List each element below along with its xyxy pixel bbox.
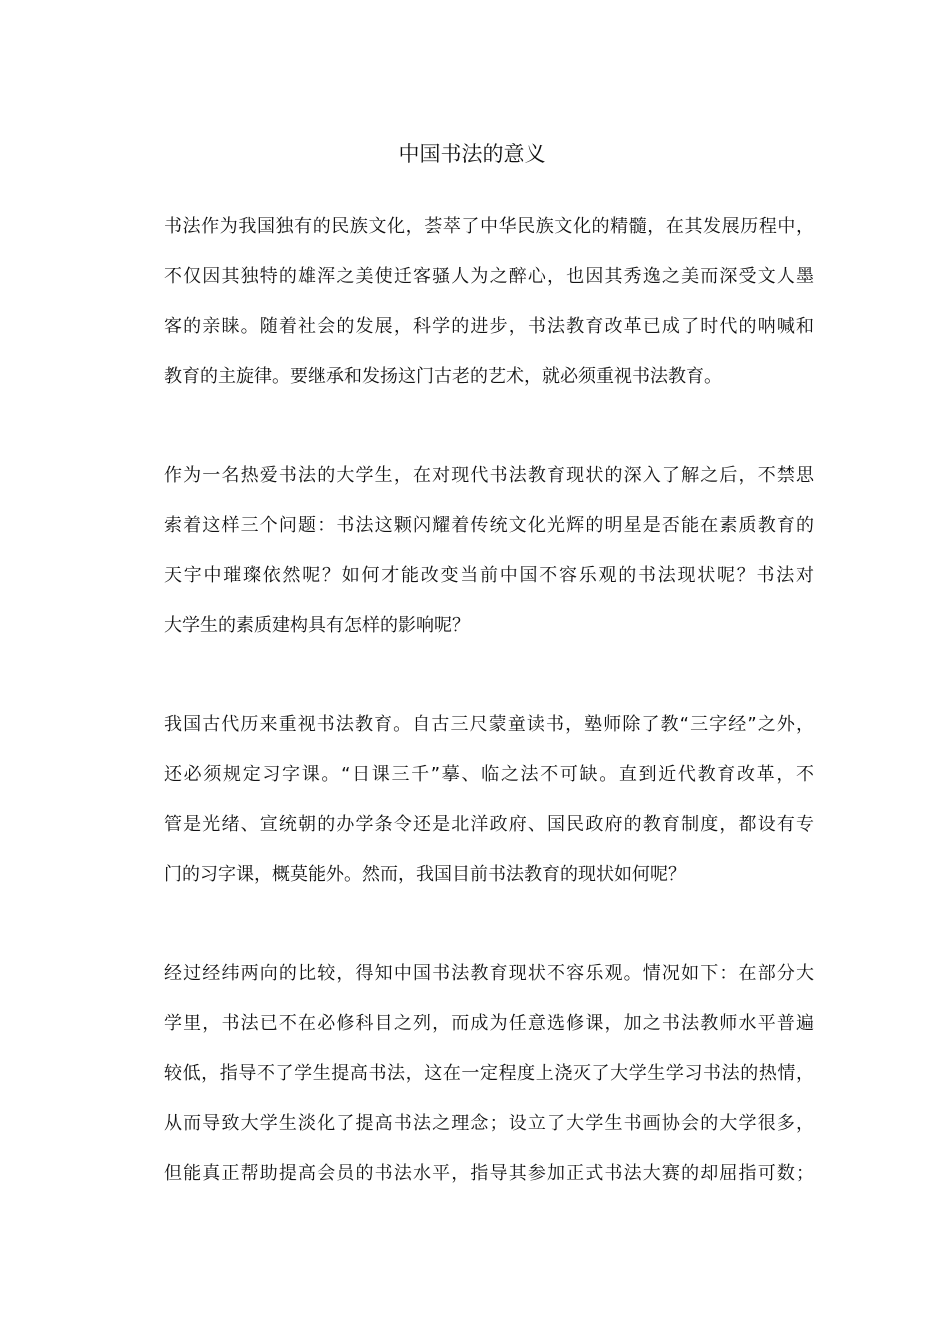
document-title: 中国书法的意义	[398, 142, 546, 166]
paragraph-line: 索着这样三个问题：书法这颗闪耀着传统文化光辉的明星是否能在素质教育的	[164, 515, 814, 536]
paragraph-line: 但能真正帮助提高会员的书法水平，指导其参加正式书法大赛的却屈指可数；	[164, 1163, 814, 1184]
paragraph-line: 教育的主旋律。要继承和发扬这门古老的艺术，就必须重视书法教育。	[164, 366, 722, 387]
paragraph-line: 较低，指导不了学生提高书法，这在一定程度上浇灭了大学生学习书法的热情，	[164, 1063, 814, 1084]
paragraph-line: 门的习字课，概莫能外。然而，我国目前书法教育的现状如何呢？	[164, 864, 686, 885]
paragraph-line: 作为一名热爱书法的大学生，在对现代书法教育现状的深入了解之后，不禁思	[164, 465, 814, 486]
paragraph-line: 经过经纬两向的比较，得知中国书法教育现状不容乐观。情况如下：在部分大	[164, 963, 814, 984]
paragraph-3	[164, 700, 814, 900]
paragraph-line: 天宇中璀璨依然呢？如何才能改变当前中国不容乐观的书法现状呢？书法对	[164, 565, 814, 586]
paragraph-line: 学里，书法已不在必修科目之列，而成为任意选修课，加之书法教师水平普遍	[164, 1013, 814, 1034]
paragraph-2	[164, 451, 814, 651]
paragraph-line: 还必须规定习字课。“日课三千”摹、临之法不可缺。直到近代教育改革，不	[164, 764, 814, 785]
paragraph-1	[164, 202, 814, 402]
paragraph-line: 我国古代历来重视书法教育。自古三尺蒙童读书，塾师除了教“三字经”之外，	[164, 714, 814, 735]
paragraph-line: 管是光绪、宣统朝的办学条令还是北洋政府、国民政府的教育制度，都设有专	[164, 814, 814, 835]
paragraph-line: 大学生的素质建构具有怎样的影响呢？	[164, 615, 470, 636]
paragraph-line: 书法作为我国独有的民族文化，荟萃了中华民族文化的精髓，在其发展历程中，	[164, 216, 814, 237]
paragraph-line: 客的亲睐。随着社会的发展，科学的进步，书法教育改革已成了时代的呐喊和	[164, 316, 814, 337]
paragraph-4	[164, 949, 814, 1199]
paragraph-line: 不仅因其独特的雄浑之美使迁客骚人为之醉心，也因其秀逸之美而深受文人墨	[164, 266, 814, 287]
paragraph-line: 从而导致大学生淡化了提高书法之理念；设立了大学生书画协会的大学很多，	[164, 1113, 814, 1134]
